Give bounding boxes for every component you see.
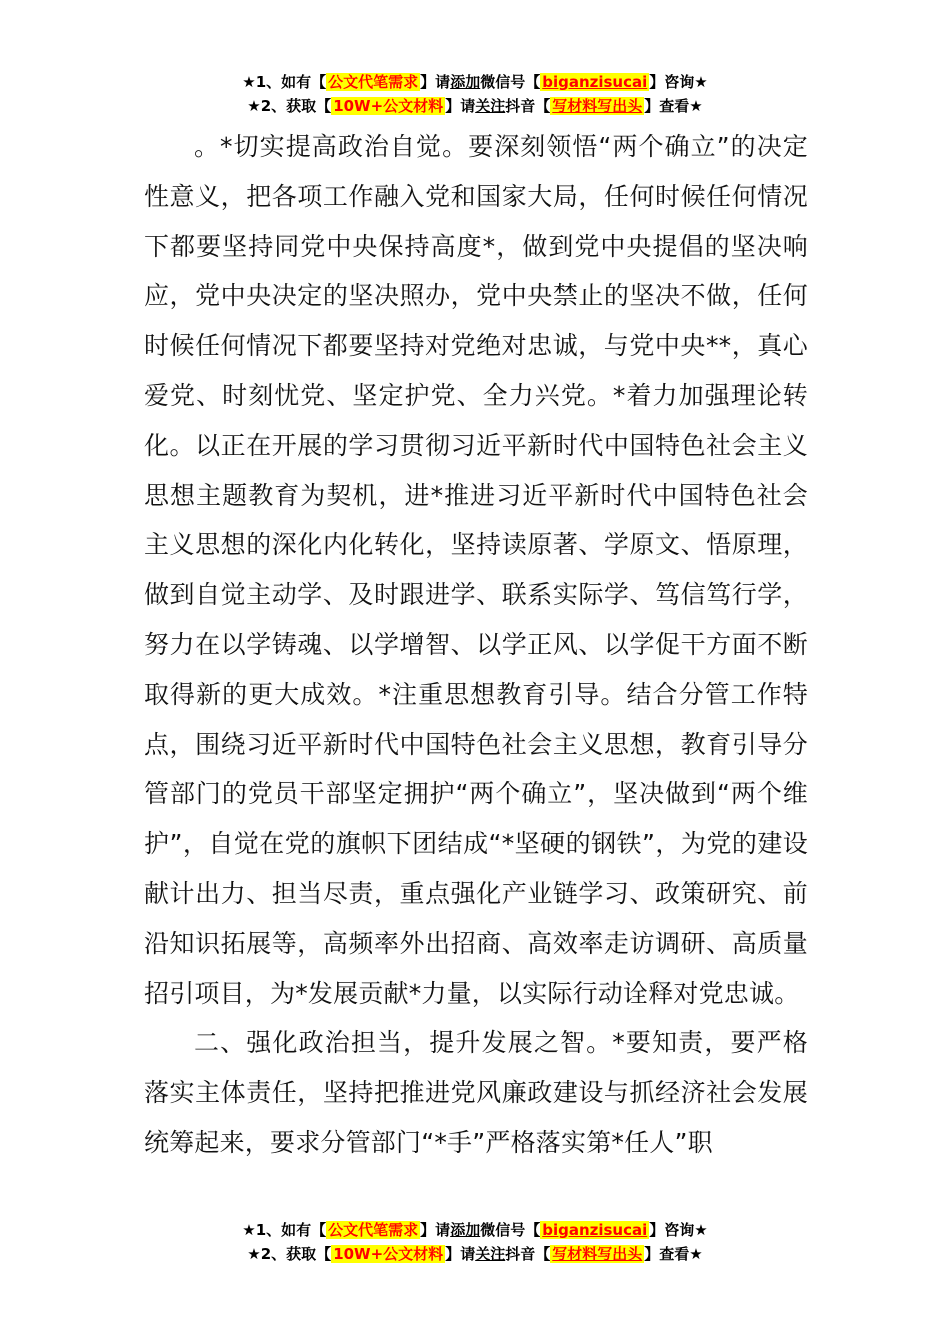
materials-highlight: 10W+公文材料 bbox=[333, 1245, 444, 1263]
add-emphasis: 添加 bbox=[450, 73, 481, 91]
paragraph-1: 。*切实提高政治自觉。要深刻领悟“两个确立”的决定性意义，把各项工作融入党和国家大局，任何时候任何情况下都要坚持同党中央保持高度*，做到党中央提倡的坚决响应，党中央决定的坚决照办，党中央禁止的坚决不做，任何时候任何情况下都要坚持对党绝对忠诚，与党中央**，真心爱党、时刻忧党、坚定护党、全力兴党。*着力加强理论转化。以正在开展的学习贯彻习近平新时代中国特色社会主义思想主题教育为契机，进*推进习近平新时代中国特色社会主义思想的深化内化转化，坚持读原著、学原文、悟原理，做到自觉主动学、及时跟进学、联系实际学、笃信笃行学，努力在以学铸魂、以学增智、以学正风、以学促干方面不断取得新的更大成效。*注重思想教育引导。结合分管工作特点，围绕习近平新时代中国特色社会主义思想，教育引导分管部门的党员干部坚定拥护“两个确立”，坚决做到“两个维护”，自觉在党的旗帜下团结成“*坚硬的钢铁”，为党的建设献计出力、担当尽责，重点强化产业链学习、政策研究、前沿知识拓展等，高频率外出招商、高效率走访调研、高质量招引项目，为*发展贡献*力量，以实际行动诠释对党忠诚。 bbox=[144, 132, 808, 1008]
document-body bbox=[144, 122, 808, 1168]
douyin-account-link[interactable]: 写材料写出头 bbox=[552, 97, 643, 115]
ghostwriting-service-highlight: 公文代笔需求 bbox=[328, 73, 419, 91]
promo-line-1: ★1、如有【 公文代笔需求 】请添加微信号【 biganzisucai 】咨询★ bbox=[242, 1221, 708, 1239]
follow-emphasis: 关注 bbox=[475, 97, 506, 115]
promo-line-2: ★2、获取【 10W+公文材料 】请关注抖音【 写材料写出头 】查看★ bbox=[247, 97, 703, 115]
wechat-id-link[interactable]: biganzisucai bbox=[542, 73, 648, 91]
ghostwriting-service-highlight: 公文代笔需求 bbox=[328, 1221, 419, 1239]
header-promo-banner bbox=[0, 70, 950, 118]
promo-line-1: ★1、如有【 公文代笔需求 】请添加微信号【 biganzisucai 】咨询★ bbox=[242, 73, 708, 91]
wechat-id-link[interactable]: biganzisucai bbox=[542, 1221, 648, 1239]
promo-line-2: ★2、获取【 10W+公文材料 】请关注抖音【 写材料写出头 】查看★ bbox=[247, 1245, 703, 1263]
footer-promo-banner bbox=[0, 1218, 950, 1266]
douyin-account-link[interactable]: 写材料写出头 bbox=[552, 1245, 643, 1263]
materials-highlight: 10W+公文材料 bbox=[333, 97, 444, 115]
paragraph-2: 二、强化政治担当，提升发展之智。*要知责，要严格落实主体责任，坚持把推进党风廉政建设与抓经济社会发展统筹起来，要求分管部门“*手”严格落实第*任人”职 bbox=[144, 1028, 808, 1157]
follow-emphasis: 关注 bbox=[475, 1245, 506, 1263]
add-emphasis: 添加 bbox=[450, 1221, 481, 1239]
